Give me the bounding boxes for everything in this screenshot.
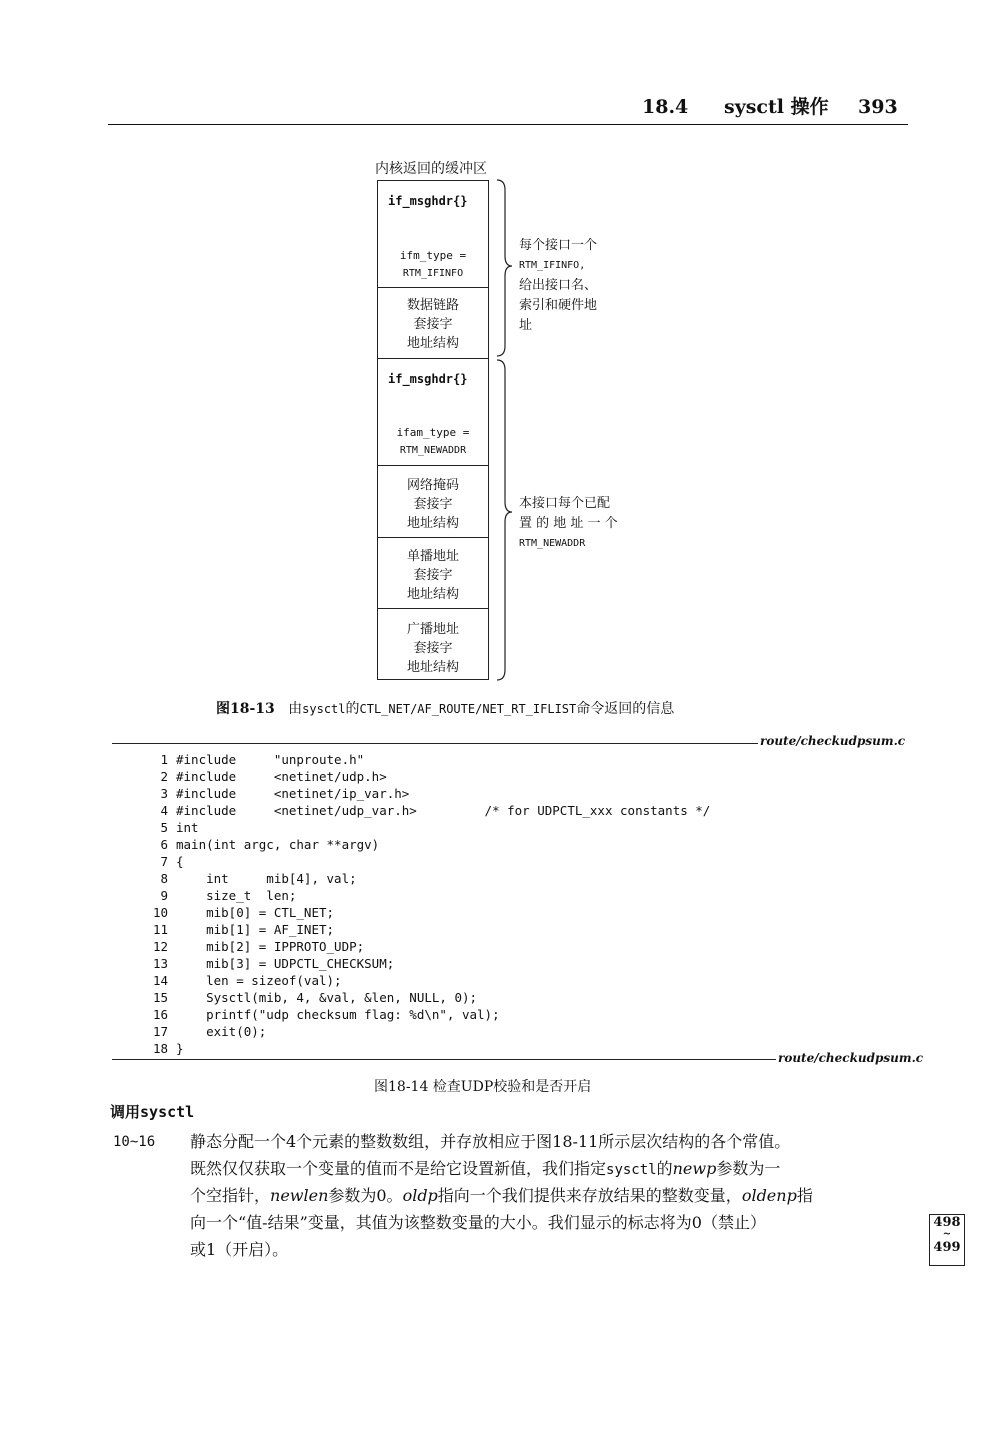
cell-line: 套接字 (413, 497, 453, 512)
annotation-line: 址 (519, 318, 533, 333)
line-number: 2 (160, 769, 168, 784)
code-text: #include "unproute.h" (176, 752, 365, 767)
if-msghdr-cell-1 (377, 180, 489, 288)
code-text: int (176, 820, 199, 835)
line-number: 9 (160, 888, 168, 903)
margin-page-top: 498 (933, 1215, 961, 1230)
header-rule (108, 124, 908, 125)
code-text: mib[2] = IPPROTO_UDP; (176, 939, 365, 954)
listing-source-bottom: route/checkudpsum.c (778, 1051, 924, 1065)
annotation-line: 索引和硬件地 (519, 298, 598, 313)
code-line (140, 921, 334, 938)
annotation-line: RTM_NEWADDR (519, 538, 586, 549)
code-line (140, 1040, 184, 1057)
ifam-type-label: ifam_type = (396, 426, 470, 439)
code-text: int mib[4], val; (176, 871, 357, 886)
brace-graphics (494, 176, 518, 686)
code-text: } (176, 1041, 184, 1056)
line-number: 5 (160, 820, 168, 835)
line-number: 8 (160, 871, 168, 886)
brace-1 (497, 180, 512, 356)
text-run: 参数为一 (716, 1159, 781, 1178)
caption-code: CTL_NET/AF_ROUTE/NET_RT_IFLIST (359, 702, 577, 716)
line-number: 3 (160, 786, 168, 801)
margin-page-bottom: 499 (933, 1240, 961, 1255)
line-number: 6 (160, 837, 168, 852)
caption-code: sysctl (302, 702, 346, 716)
line-number: 11 (152, 922, 168, 937)
code-line (140, 1006, 500, 1023)
line-number: 4 (160, 803, 168, 818)
code-line (140, 938, 364, 955)
annotation-line: 每个接口一个 (519, 238, 598, 253)
italic-run: oldenp (741, 1186, 797, 1205)
annotation-ifinfo (519, 236, 597, 336)
code-line (140, 853, 184, 870)
header-section-title: sysctl 操作 (724, 96, 829, 118)
annotation-line: 给出接口名、 (519, 278, 598, 293)
paragraph-line-3 (190, 1183, 813, 1209)
annotation-line: 本接口每个已配 (519, 496, 611, 511)
italic-run: oldp (402, 1186, 438, 1205)
caption-text: 的 (345, 701, 360, 717)
netmask-sockaddr-cell (377, 465, 489, 538)
text-run: 的 (656, 1159, 673, 1178)
code-text: #include <netinet/ip_var.h> (176, 786, 410, 801)
line-number: 18 (152, 1041, 168, 1056)
code-text: len = sizeof(val); (176, 973, 342, 988)
line-number: 15 (152, 990, 168, 1005)
caption-text: 命令返回的信息 (576, 701, 675, 717)
code-line (140, 836, 379, 853)
code-text: #include <netinet/udp.h> (176, 769, 387, 784)
code-line (140, 1023, 266, 1040)
listing-source-top: route/checkudpsum.c (760, 734, 906, 748)
cell-line: 数据链路 (406, 298, 459, 313)
italic-run: newp (672, 1159, 717, 1178)
paragraph-line-2 (190, 1156, 780, 1183)
code-text: size_t len; (176, 888, 297, 903)
original-page-reference (929, 1214, 965, 1266)
rtm-ifinfo-label: RTM_IFINFO (402, 268, 464, 279)
page-number: 393 (858, 96, 898, 118)
code-line (140, 887, 296, 904)
if-msghdr-cell-2 (377, 358, 489, 466)
code-run: sysctl (606, 1162, 657, 1178)
code-line (140, 955, 394, 972)
line-number: 7 (160, 854, 168, 869)
cell-line: 套接字 (413, 317, 453, 332)
ifm-type-label: ifm_type = (399, 249, 467, 262)
code-text: mib[0] = CTL_NET; (176, 905, 335, 920)
code-text: Sysctl(mib, 4, &val, &len, NULL, 0); (176, 990, 478, 1005)
paragraph-line-1: 静态分配一个4个元素的整数数组，并存放相应于图18-11所示层次结构的各个常值。 (190, 1132, 791, 1151)
header-section-number: 18.4 (642, 96, 689, 118)
paragraph-line-4: 向一个“值-结果”变量，其值为该整数变量的大小。我们显示的标志将为0（禁止） (190, 1213, 766, 1232)
code-line (140, 751, 364, 768)
line-number: 17 (152, 1024, 168, 1039)
text-run: 个空指针， (190, 1186, 271, 1205)
code-line (140, 870, 357, 887)
text-run: 指向一个我们提供来存放结果的整数变量， (437, 1186, 742, 1205)
code-text: { (176, 854, 184, 869)
code-text: exit(0); (176, 1024, 267, 1039)
code-text: printf("udp checksum flag: %d\n", val); (176, 1007, 500, 1022)
cell-line: 地址结构 (406, 660, 459, 675)
code-text: #include <netinet/udp_var.h> /* for UDPCTL_xxx constants */ (176, 803, 711, 818)
figure-18-14-caption: 图18-14 检查UDP校验和是否开启 (374, 1079, 592, 1095)
text-run: 参数为0。 (328, 1186, 403, 1205)
cell-line: 套接字 (413, 568, 453, 583)
paragraph-line-5: 或1（开启）。 (190, 1240, 289, 1259)
line-number: 10 (152, 905, 168, 920)
code-text: mib[1] = AF_INET; (176, 922, 335, 937)
text-run: 指 (796, 1186, 813, 1205)
section-heading (110, 1101, 194, 1122)
cell-line: 地址结构 (406, 587, 459, 602)
code-text: mib[3] = UDPCTL_CHECKSUM; (176, 956, 395, 971)
unicast-sockaddr-cell (377, 537, 489, 609)
code-text: main(int argc, char **argv) (176, 837, 380, 852)
brace-2 (497, 360, 512, 680)
listing-top-rule (112, 743, 758, 744)
line-range-label: 10~16 (113, 1134, 156, 1150)
cell-line: 网络掩码 (406, 478, 459, 493)
line-number: 14 (152, 973, 168, 988)
listing-bottom-rule (112, 1059, 776, 1060)
section-heading-code: sysctl (140, 1103, 195, 1121)
line-number: 1 (160, 752, 168, 767)
line-number: 12 (152, 939, 168, 954)
section-heading-text: 调用 (110, 1103, 141, 1121)
rtm-newaddr-label: RTM_NEWADDR (399, 445, 467, 456)
caption-text: 由 (288, 701, 303, 717)
datalink-sockaddr-cell (377, 287, 489, 359)
caption-number: 图18-13 (216, 701, 275, 717)
annotation-line: 置 的 地 址 一 个 (519, 516, 618, 531)
code-line (140, 904, 334, 921)
cell-line: 单播地址 (406, 549, 459, 564)
if-msghdr-title: if_msghdr{} (388, 194, 468, 208)
if-msghdr-title: if_msghdr{} (388, 372, 468, 386)
buffer-label: 内核返回的缓冲区 (375, 161, 487, 177)
cell-line: 地址结构 (406, 336, 459, 351)
line-number: 13 (152, 956, 168, 971)
text-run: 既然仅仅获取一个变量的值而不是给它设置新值，我们指定 (190, 1159, 607, 1178)
margin-page-separator: ~ (942, 1229, 952, 1240)
line-number: 16 (152, 1007, 168, 1022)
broadcast-sockaddr-cell (377, 608, 489, 680)
annotation-newaddr (519, 494, 618, 554)
code-line (140, 802, 710, 819)
code-line (140, 972, 342, 989)
cell-line: 套接字 (413, 641, 453, 656)
cell-line: 地址结构 (406, 516, 459, 531)
annotation-line: RTM_IFINFO, (519, 260, 586, 271)
code-line (140, 785, 409, 802)
italic-run: newlen (270, 1186, 329, 1205)
cell-line: 广播地址 (406, 622, 459, 637)
code-line (140, 819, 199, 836)
figure-18-13-caption (216, 698, 674, 718)
code-line (140, 768, 387, 785)
code-line (140, 989, 477, 1006)
